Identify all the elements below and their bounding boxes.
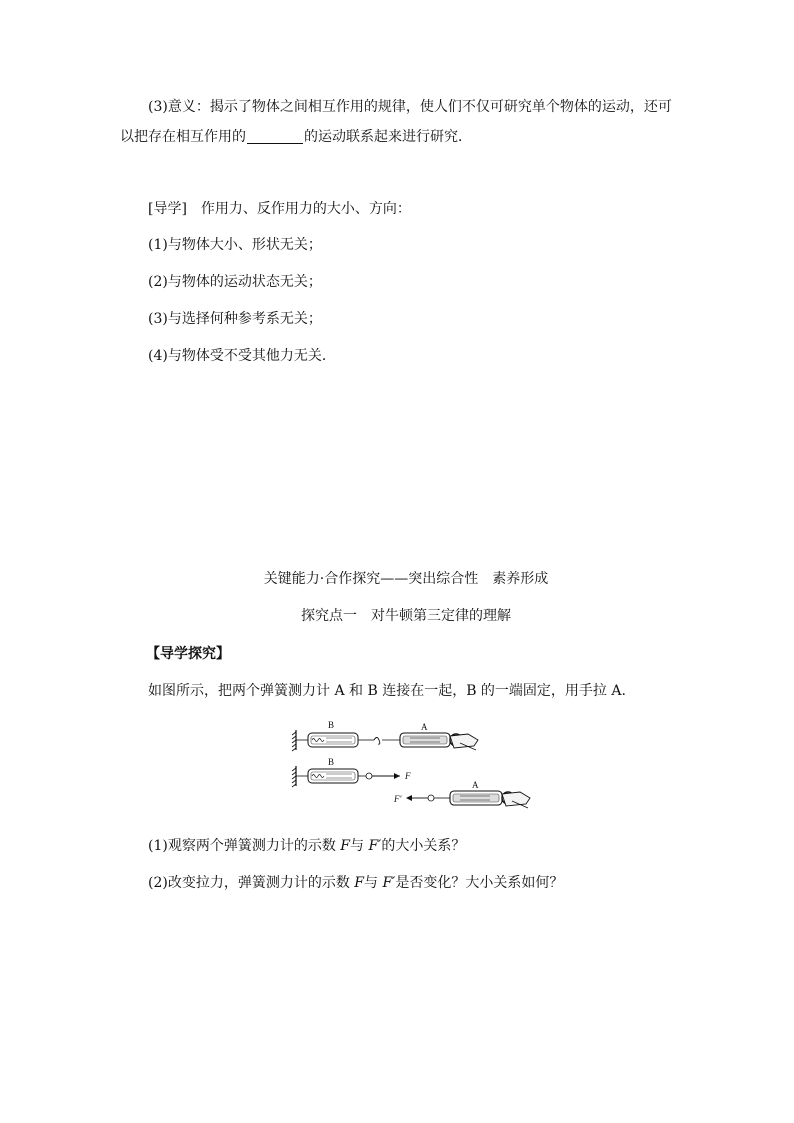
guide-item: (3)与选择何种参考系无关； <box>148 311 322 327</box>
label-f: F <box>405 771 411 781</box>
meaning-line-2-after: 的运动联系起来进行研究． <box>304 129 472 145</box>
section-title: 关键能力·合作探究——突出综合性 素养形成 <box>263 571 549 587</box>
guide-item: (1)与物体大小、形状无关； <box>148 237 322 253</box>
question-1-var-f: F <box>340 838 350 854</box>
section-subtitle: 探究点一 对牛顿第三定律的理解 <box>301 608 511 624</box>
hand-icon <box>450 734 478 748</box>
question-2-var-f-prime: F′ <box>382 875 396 891</box>
arrow-right-icon <box>394 773 400 779</box>
label-a-top: A <box>421 722 428 732</box>
hand-icon <box>502 792 530 806</box>
meaning-line-2-before: 以把存在相互作用的 <box>120 129 246 145</box>
intro-text: 如图所示，把两个弹簧测力计 A 和 B 连接在一起，B 的一端固定，用手拉 A. <box>148 683 626 699</box>
question-1-var-f-prime: F′ <box>368 838 382 854</box>
label-a-bottom: A <box>472 780 479 790</box>
spring-scale-figure <box>290 716 535 820</box>
question-1-prefix: (1)观察两个弹簧测力计的示数 <box>148 838 341 854</box>
question-2-prefix: (2)改变拉力，弹簧测力计的示数 <box>148 875 355 891</box>
label-f-prime: F′ <box>394 794 402 804</box>
question-1 <box>148 836 465 856</box>
arrow-left-icon <box>406 795 412 801</box>
spring-scale-diagram <box>290 716 535 816</box>
meaning-line-1: (3)意义：揭示了物体之间相互作用的规律，使人们不仅可研究单个物体的运动，还可 <box>148 99 672 115</box>
question-2-mid: 与 <box>364 875 383 891</box>
question-2-var-f: F <box>354 875 364 891</box>
guide-explore-label: 【导学探究】 <box>146 646 230 662</box>
question-2-suffix: 是否变化？大小关系如何？ <box>395 875 564 891</box>
guide-item: (2)与物体的运动状态无关； <box>148 274 322 290</box>
label-b-top: B <box>328 720 335 730</box>
question-1-suffix: 的大小关系？ <box>381 838 466 854</box>
question-1-mid: 与 <box>350 838 369 854</box>
label-b-mid: B <box>328 757 335 767</box>
guide-title: [导学] 作用力、反作用力的大小、方向： <box>148 201 411 217</box>
fill-blank <box>247 129 303 144</box>
meaning-line-2 <box>120 127 472 147</box>
guide-item: (4)与物体受不受其他力无关． <box>148 348 336 364</box>
question-2 <box>148 873 563 893</box>
